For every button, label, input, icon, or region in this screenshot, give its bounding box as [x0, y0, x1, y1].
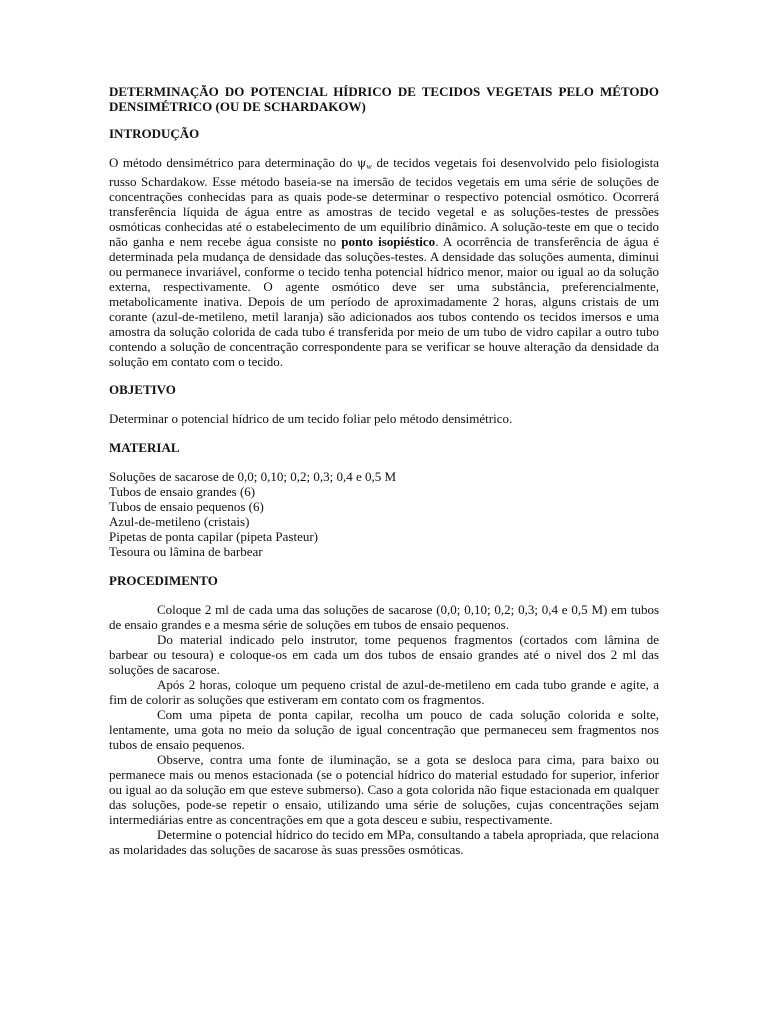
material-item: Tubos de ensaio pequenos (6) [109, 499, 264, 514]
heading-procedimento: PROCEDIMENTO [109, 573, 218, 588]
material-item: Tesoura ou lâmina de barbear [109, 544, 263, 559]
procedimento-paragraph: Com uma pipeta de ponta capilar, recolha um pouco de cada solução colorida e solte, lentamente, uma gota no meio da solução de igual concentração que permaneceu sem fragmentos nos tubos de ensaio pequenos. [109, 707, 659, 752]
procedimento-paragraph: Observe, contra uma fonte de iluminação, se a gota se desloca para cima, para baixo ou permanece mais ou menos estacionada (se o potencial hídrico do material estudado for superior, inferior ou igual ao da solução em que esteve submerso). Caso a gota colorida não fique estacionada em qualquer das soluções, pode-se repetir o ensaio, utilizando uma série de soluções, cujas concentrações sejam intermediárias entre as concentrações em que a gota desceu e subiu, respectivamente. [109, 752, 659, 827]
procedimento-paragraph: Coloque 2 ml de cada uma das soluções de sacarose (0,0; 0,10; 0,2; 0,3; 0,4 e 0,5 M) em tubos de ensaio grandes e a mesma série de soluções em tubos de ensaio pequenos. [109, 602, 659, 632]
material-item: Tubos de ensaio grandes (6) [109, 484, 256, 499]
psi-subscript: w [366, 162, 373, 171]
document-title: DETERMINAÇÃO DO POTENCIAL HÍDRICO DE TECIDOS VEGETAIS PELO MÉTODO DENSIMÉTRICO (OU DE SCHARDAKOW) [109, 84, 659, 114]
introducao-text-1: O método densimétrico para determinação do [109, 155, 357, 170]
procedimento-paragraph: Determine o potencial hídrico do tecido em MPa, consultando a tabela apropriada, que relaciona as molaridades das soluções de sacarose às suas pressões osmóticas. [109, 827, 659, 857]
psi-symbol: ψ [356, 156, 367, 170]
heading-introducao: INTRODUÇÃO [109, 126, 200, 141]
procedimento-paragraph: Após 2 horas, coloque um pequeno cristal de azul-de-metileno em cada tubo grande e agite, a fim de colorir as soluções que estiveram em contato com os fragmentos. [109, 677, 659, 707]
ponto-isopiestico-term: ponto isopiéstico [341, 234, 436, 249]
material-list [109, 469, 659, 559]
material-item: Azul-de-metileno (cristais) [109, 514, 250, 529]
material-item: Soluções de sacarose de 0,0; 0,10; 0,2; 0,3; 0,4 e 0,5 M [109, 469, 397, 484]
heading-objetivo: OBJETIVO [109, 382, 176, 397]
material-item: Pipetas de ponta capilar (pipeta Pasteur) [109, 529, 319, 544]
introducao-paragraph [109, 155, 659, 369]
introducao-text-2: de tecidos vegetais foi desenvolvido pelo fisiologista russo Schardakow. Esse método baseia-se na imersão de tecidos vegetais em uma série de soluções de concentrações conhecidas para as quais pode-se determinar o respectivo potencial osmótico. Ocorrerá transferência líquida de água entre as amostras de tecido vegetal e as soluções-testes de pressões osmóticas conhecidas até o estabelecimento de um equilíbrio dinâmico. A solução-teste em que o tecido não ganha e nem recebe água consiste no [109, 155, 659, 249]
objetivo-text: Determinar o potencial hídrico de um tecido foliar pelo método densimétrico. [109, 411, 513, 426]
procedimento-paragraph: Do material indicado pelo instrutor, tome pequenos fragmentos (cortados com lâmina de barbear ou tesoura) e coloque-os em cada um dos tubos de ensaio grandes até o nivel dos 2 ml das soluções de sacarose. [109, 632, 659, 677]
introducao-text-3: . A ocorrência de transferência de água é determinada pela mudança de densidade das soluções-testes. A densidade das soluções aumenta, diminui ou permanece invariável, conforme o tecido tenha potencial hídrico menor, maior ou igual ao da solução externa, respectivamente. O agente osmótico deve ser uma substância, preferencialmente, metabolicamente inativa. Depois de um período de aproximadamente 2 horas, alguns cristais de um corante (azul-de-metileno, metil laranja) são adicionados aos tubos contendo os tecidos imersos e uma amostra da solução colorida de cada tubo é transferida por meio de um tubo de vidro capilar a outro tubo contendo a solução de concentração correspondente para se verificar se houve alteração da densidade da solução em contato com o tecido. [109, 234, 660, 369]
procedimento-body [109, 602, 659, 857]
heading-material: MATERIAL [109, 440, 180, 455]
